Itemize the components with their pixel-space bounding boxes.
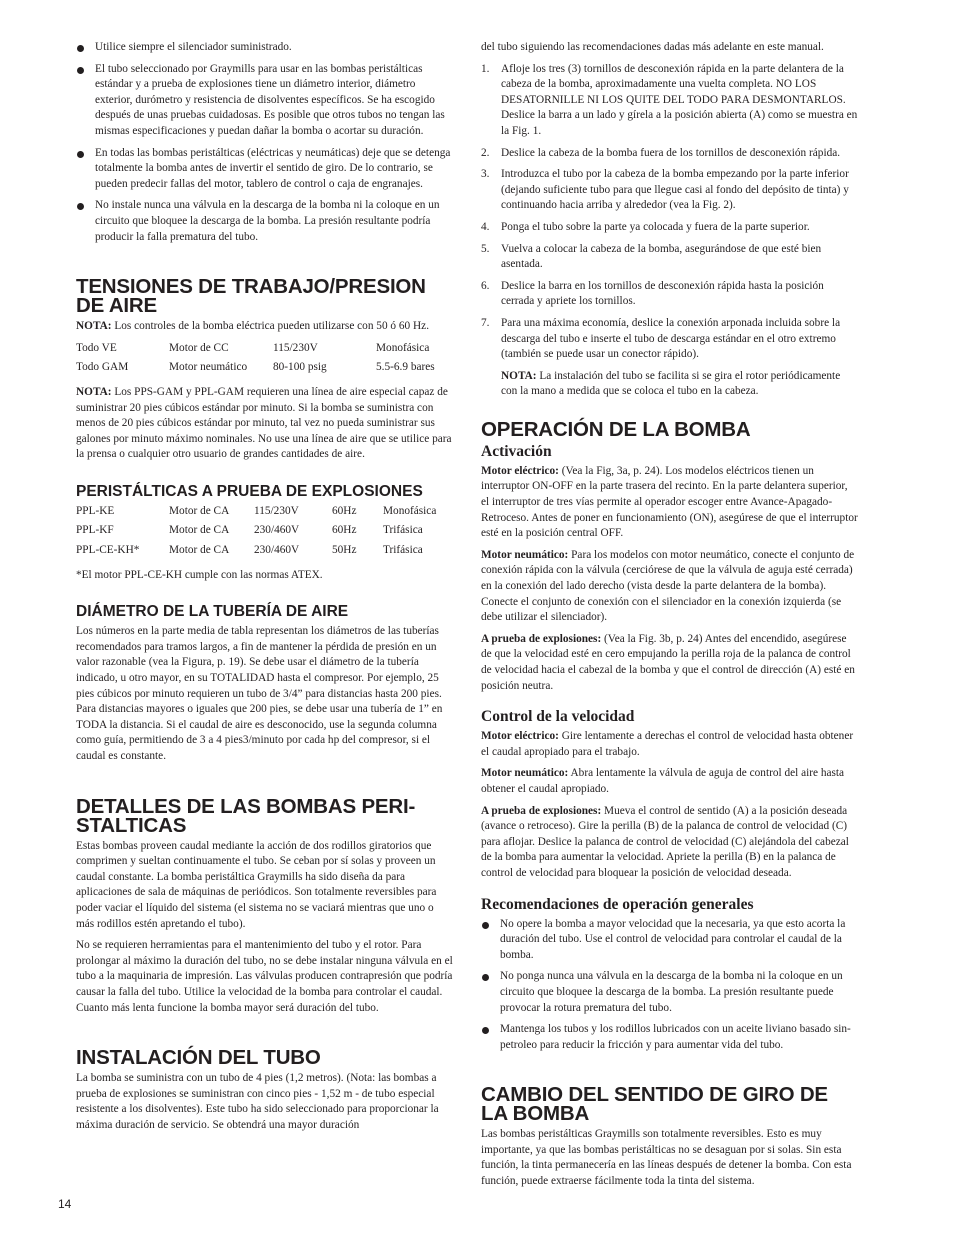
- explosiones-footnote: *El motor PPL-CE-KH cumple con las normas ATEX.: [76, 568, 323, 581]
- activacion-pneumatic: Motor neumático: Para los modelos con motor neumático, conecte el conjunto de conexión rápida con la válvula (cerciórese de que la válvula de aguja esté cerrada) en la conexión del lado derecho (vista desde la parte delantera de la bomba). Conecte el conjunto de conexión con el silenciador en la conexión izquierda (se debe utilizar el silenciador).: [481, 548, 855, 624]
- control-explosion-proof: A prueba de explosiones: Mueva el control de sentido (A) a la posición deseada (avance o retroceso). Gire la perilla (B) de la palanca de control de velocidad (C) para aflojar. Deslice la palanca de control de velocidad (C) alejándola del cabezal de la bomba para aumentar la velocidad. Apriete la perilla (B) en la palanca de control de velocidad para bloquear la posición de velocidad deseada.: [481, 804, 849, 879]
- instalacion-text: La bomba se suministra con un tubo de 4 pies (1,2 metros). (Nota: las bombas a prueba de explosiones se suministran con cinco pies - 1,52 m - de tubo especial resistente a los disolventes). Este tubo ha sido seleccionado para proporcionar la máxima duración de servicio. Se obtendrá una mayor duración: [76, 1072, 439, 1131]
- operacion-heading: OPERACIÓN DE LA BOMBA: [481, 417, 751, 441]
- activacion-heading: Activación: [481, 442, 552, 460]
- list-item: No opere la bomba a mayor velocidad que la necesaria, ya que esto acorta la duración del tubo. Use el control de velocidad para controlar el caudal de la bomba.: [481, 917, 858, 964]
- control-heading: Control de la velocidad: [481, 708, 635, 726]
- safety-bullet-list: [76, 40, 453, 245]
- diametro-heading: DIÁMETRO DE LA TUBERÍA DE AIRE: [76, 603, 349, 621]
- right-column: [481, 40, 858, 1196]
- list-item: No instale nunca una válvula en la descarga de la bomba ni la coloque en un circuito que bloquee la descarga de la bomba. La presión resultante podría producir la falla prematura del tubo.: [76, 198, 453, 245]
- explosiones-table: [76, 504, 436, 563]
- bullet-icon: [77, 45, 84, 52]
- tensiones-note-1: NOTA: Los controles de la bomba eléctrica pueden utilizarse con 50 ó 60 Hz.: [76, 320, 430, 333]
- list-item: El tubo seleccionado por Graymills para usar en las bombas peristálticas estándar y a prueba de explosiones tiene un diámetro interior, diámetro exterior, durómetro y resistencia de disolventes específicos. Se ha escogido después de unas pruebas cuidadosas. Es posible que otros tubos no tengan las mismas especificaciones y puedan dañar la bomba o acortar su duración.: [76, 62, 453, 140]
- detalles-paragraph-1: Estas bombas proveen caudal mediante la acción de dos rodillos giratorios que comprimen y sueltan continuamente el tubo. Se ceban por sí solas y proveen un caudal constante. La bomba peristáltica Graymills ha sido diseña da para aplicaciones de sala de máquinas de periódicos. Son totalmente reversibles para poder vaciar el líquido del sistema (el sistema no se vaciará mientras que uno o más rodillos estén apretando el tubo).: [76, 839, 437, 930]
- detalles-paragraph-2: No se requieren herramientas para el mantenimiento del tubo y el rotor. Para prolongar al máximo la duración del tubo, no se debe instalar ninguna válvula en el tubo a la maquinaria de impresión. Las válvulas producen contrapresión que podría causar la falla del tubo. Utilice la velocidad de la bomba para controlar el caudal. Cuanto más lenta funcione la bomba mayor será duración del tubo.: [76, 939, 453, 1014]
- bullet-icon: [482, 974, 489, 981]
- table-row: PPL-KE Motor de CA 115/230V 60Hz Monofásica: [76, 504, 437, 517]
- install-note: NOTA: La instalación del tubo se facilita si se gira el rotor periódicamente con la mano a medida que se coloca el tubo en la cabeza.: [501, 369, 841, 398]
- instalacion-heading: INSTALACIÓN DEL TUBO: [76, 1046, 321, 1070]
- recomendaciones-heading: Recomendaciones de operación generales: [481, 895, 754, 913]
- table-row: Todo VE Motor de CC 115/230V Monofásica: [76, 341, 430, 354]
- explosiones-heading: PERISTÁLTICAS A PRUEBA DE EXPLOSIONES: [76, 482, 423, 500]
- tensiones-heading: TENSIONES DE TRABAJO/PRESION DE AIRE: [76, 275, 426, 318]
- install-steps: [481, 62, 858, 400]
- detalles-heading: DETALLES DE LAS BOMBAS PERI- STALTICAS: [76, 794, 416, 837]
- bullet-icon: [77, 203, 84, 210]
- cambio-heading: CAMBIO DEL SENTIDO DE GIRO DE LA BOMBA: [481, 1083, 828, 1126]
- bullet-icon: [77, 151, 84, 158]
- bullet-icon: [482, 1027, 489, 1034]
- list-item: 6. Deslice la barra en los tornillos de desconexión rápida hasta la posición cerrada y apriete los tornillos.: [481, 279, 824, 308]
- table-row: PPL-KF Motor de CA 230/460V 60Hz Trifásica: [76, 524, 423, 537]
- page-number: 14: [58, 1197, 72, 1211]
- list-item: 3. Introduzca el tubo por la cabeza de la bomba empezando por la parte inferior (dejando suficiente tubo para que llegue casi al fondo del depósito de tinta) y continuando hacia arriba y alrededor (vea la Fig. 2).: [481, 168, 849, 212]
- install-intro: del tubo siguiendo las recomendaciones dadas más adelante en este manual.: [481, 41, 824, 53]
- activacion-explosion-proof: A prueba de explosiones: (Vea la Fig. 3b, p. 24) Antes del encendido, asegúrese de que la velocidad esté en cero empujando la perilla roja de la palanca de control de velocidad hacia el cabezal de la bomba y que el control de dirección (A) esté en posición neutra.: [481, 632, 855, 692]
- list-item: 7. Para una máxima economía, deslice la conexión arponada incluida sobre la descarga del tubo e inserte el tubo de descarga estándar en el otro extremo (también se puede usar un conector rápido). NOTA: La instalación del tubo se facilita si se gira el rotor periódicamente con la mano a medida que se coloca el tubo en la cabeza.: [481, 316, 858, 400]
- activacion-electric: Motor eléctrico: (Vea la Fig, 3a, p. 24). Los modelos eléctricos tienen un interruptor ON-OFF en la parte trasera del recinto. En la parte delantera superior, el interruptor de tres vías permite al operador escoger entre Avance-Apagado-Retroceso. Antes de poner en funcionamiento (ON), asegúrese de que el interruptor esté en la posición central OFF.: [481, 464, 858, 540]
- list-item: 1. Afloje los tres (3) tornillos de desconexión rápida en la parte delantera de la cabeza de la bomba, aproximadamente una vuelta completa. NO LOS DESATORNILLE NI LOS QUITE DEL TODO PARA DESMONTARLOS. Deslice la barra a un lado y gírela a la posición abierta (A) como se muestra en la Fig. 1.: [481, 62, 858, 137]
- table-row: PPL-CE-KH* Motor de CA 230/460V 50Hz Trifásica: [76, 544, 423, 557]
- bullet-icon: [482, 922, 489, 929]
- control-electric: Motor eléctrico: Gire lentamente a derechas el control de velocidad hasta obtener el caudal apropiado para el trabajo.: [481, 730, 854, 758]
- tensiones-table: [76, 341, 435, 380]
- list-item: En todas las bombas peristálticas (eléctricas y neumáticas) deje que se detenga totalmente la bomba antes de invertir el sentido de giro. De lo contrario, se pueden predecir fallas del motor, tablero de control o caja de engranajes.: [76, 146, 453, 193]
- list-item: Utilice siempre el silenciador suministrado.: [76, 40, 453, 56]
- diametro-text: Los números en la parte media de tabla representan los diámetros de las tuberías recomendados para tramos largos, a fin de mantener la pérdida de presión en un valor razonable (vea la Figura, p. 19). Se debe usar el diámetro de la tubería indicado, u otro mayor, en su TOTALIDAD hasta el compresor. Por ejemplo, 25 pies cúbicos por minuto requieren un tubo de 3/4” para distancias hasta 200 pies. Para distancias mayores o iguales que 200 pies, se debe usar una tubería de 1” en TODA la distancia. Si el caudal de aire es desconocido, use la segunda columna como guía, permitiendo de 3 a 4 pies3/minuto por cada hp del compresor, si el caudal es constante.: [76, 625, 443, 762]
- table-row: Todo GAM Motor neumático 80-100 psig 5.5-6.9 bares: [76, 361, 435, 374]
- left-column: [76, 40, 453, 1140]
- list-item: 5. Vuelva a colocar la cabeza de la bomba, asegurándose de que esté bien asentada.: [481, 242, 822, 271]
- list-item: 4. Ponga el tubo sobre la parte ya colocada y fuera de la parte superior.: [481, 220, 810, 233]
- tensiones-note-2: NOTA: Los PPS-GAM y PPL-GAM requieren una línea de aire especial capaz de suministrar 20 pies cúbicos estándar por minuto. Si la bomba se suministra con menos de 20 pies cúbicos estándar por minuto, tal vez no pueda suministrar sus galones por minuto máximo nominales. No use una línea de aire que se utilice para la prensa o cualquier otro usuario de grandes cantidades de aire.: [76, 385, 452, 461]
- recomendaciones-list: [481, 917, 858, 1054]
- list-item: No ponga nunca una válvula en la descarga de la bomba ni la coloque en un circuito que bloquee la descarga de la bomba. La presión resultante puede provocar la rotura prematura del tubo.: [481, 969, 858, 1016]
- bullet-icon: [77, 67, 84, 74]
- control-pneumatic: Motor neumático: Abra lentamente la válvula de aguja de control del aire hasta obtener el caudal apropiado.: [481, 767, 845, 795]
- cambio-text: Las bombas peristálticas Graymills son totalmente reversibles. Esto es muy importante, ya que las bombas peristálticas no se desaguan por si solas. Sin esta función, la tinta permanecería en las líneas después de detener la bomba. Con esta función, puede extraerse fácilmente toda la tinta del sistema.: [481, 1128, 852, 1188]
- list-item: Mantenga los tubos y los rodillos lubricados con un aceite liviano basado sin-petroleo para reducir la fricción y para aumentar vida del tubo.: [481, 1022, 858, 1053]
- list-item: 2. Deslice la cabeza de la bomba fuera de los tornillos de desconexión rápida.: [481, 146, 841, 159]
